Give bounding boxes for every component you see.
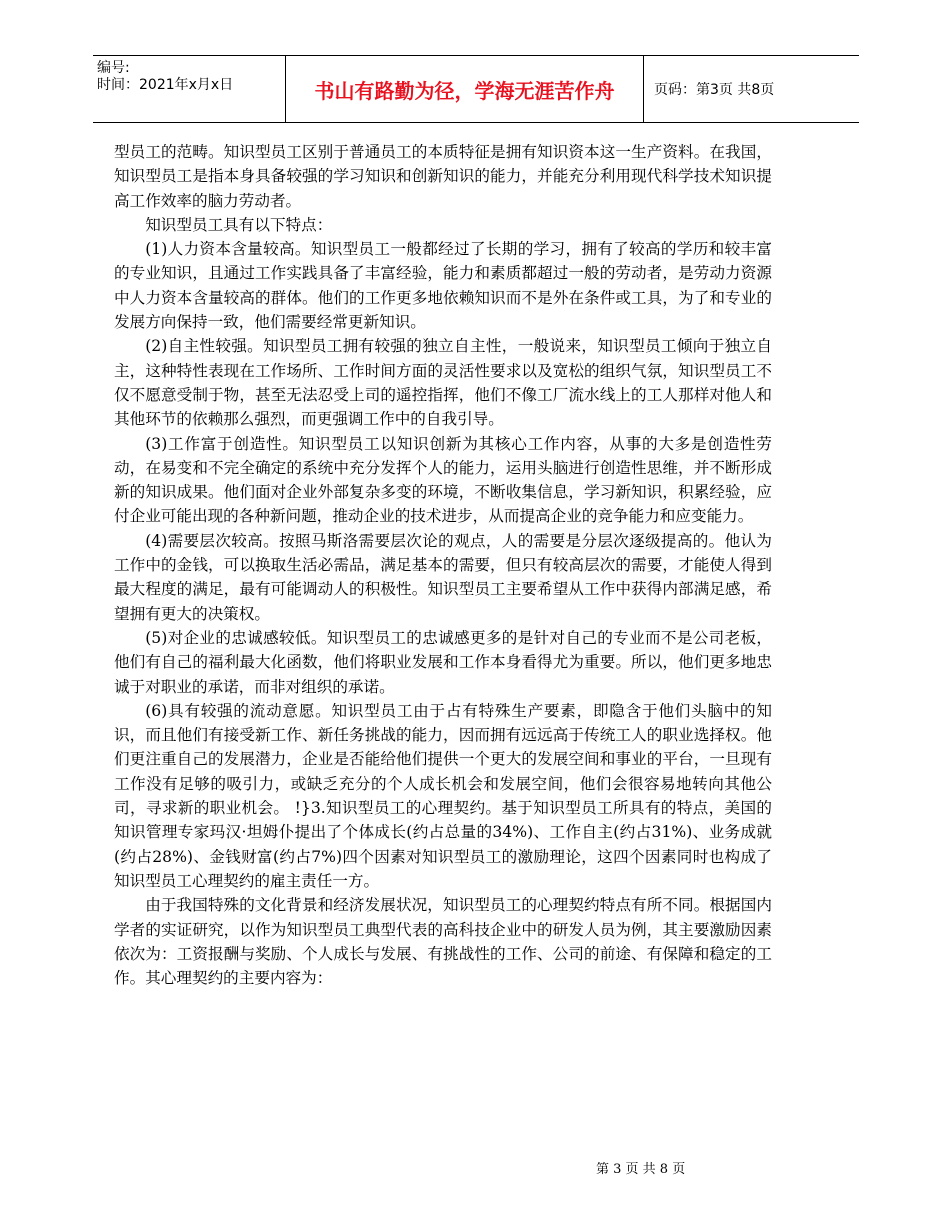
header-meta (93, 56, 286, 122)
body-paragraph: (6)具有较强的流动意愿。知识型员工由于占有特殊生产要素，即隐含于他们头脑中的知识，而且他们有接受新工作、新任务挑战的能力，因而拥有远远高于传统工人的职业选择权。他们更注重自己的发展潜力，企业是否能给他们提供一个更大的发展空间和事业的平台，一旦现有工作没有足够的吸引力，或缺乏充分的个人成长机会和发展空间，他们会很容易地转向其他公司，寻求新的职业机会。 !}3.知识型员工的心理契约。基于知识型员工所具有的特点，美国的知识管理专家玛汉·坦姆仆提出了个体成长(约占总量的34%)、工作自主(约占31%)、业务成就(约占28%)、金钱财富(约占7%)四个因素对知识型员工的激励理论，这四个因素同时也构成了知识型员工心理契约的雇主责任一方。 (114, 701, 772, 890)
body-paragraph: 型员工的范畴。知识型员工区别于普通员工的本质特征是拥有知识资本这一生产资料。在我国，知识型员工是指本身具备较强的学习知识和创新知识的能力，并能充分利用现代科学技术知识提高工作效率的脑力劳动者。 (114, 143, 772, 210)
page-footer: 第 3 页 共 8 页 (596, 1162, 686, 1177)
document-body (114, 140, 772, 990)
header-motto: 书山有路勤为径，学海无涯苦作舟 (286, 56, 644, 122)
header-page-info: 页码：第3页 共8页 (654, 82, 775, 98)
body-paragraph: (4)需要层次较高。按照马斯洛需要层次论的观点，人的需要是分层次逐级提高的。他认为工作中的金钱，可以换取生活必需品，满足基本的需要，但只有较高层次的需要，才能使人得到最大程度的满足，最有可能调动人的积极性。知识型员工主要希望从工作中获得内部满足感，希望拥有更大的决策权。 (114, 531, 772, 623)
body-paragraph: (1)人力资本含量较高。知识型员工一般都经过了长期的学习，拥有了较高的学历和较丰富的专业知识，且通过工作实践具备了丰富经验，能力和素质都超过一般的劳动者，是劳动力资源中人力资本含量较高的群体。他们的工作更多地依赖知识而不是外在条件或工具，为了和专业的发展方向保持一致，他们需要经常更新知识。 (114, 240, 772, 332)
body-paragraph: 知识型员工具有以下特点： (145, 215, 333, 234)
body-paragraph: (2)自主性较强。知识型员工拥有较强的独立自主性，一般说来，知识型员工倾向于独立自主，这种特性表现在工作场所、工作时间方面的灵活性要求以及宽松的组织气氛，知识型员工不仅不愿意受制于物，甚至无法忍受上司的遥控指挥，他们不像工厂流水线上的工人那样对他人和其他环节的依赖那么强烈，而更强调工作中的自我引导。 (114, 337, 772, 429)
body-paragraph: (5)对企业的忠诚感较低。知识型员工的忠诚感更多的是针对自己的专业而不是公司老板，他们有自己的福利最大化函数，他们将职业发展和工作本身看得尤为重要。所以，他们更多地忠诚于对职业的承诺，而非对组织的承诺。 (114, 628, 772, 696)
body-paragraph: 由于我国特殊的文化背景和经济发展状况，知识型员工的心理契约特点有所不同。根据国内学者的实证研究，以作为知识型员工典型代表的高科技企业中的研发人员为例，其主要激励因素依次为：工资报酬与奖励、个人成长与发展、有挑战性的工作、公司的前途、有保障和稳定的工作。其心理契约的主要内容为： (114, 896, 772, 988)
body-paragraph: (3)工作富于创造性。知识型员工以知识创新为其核心工作内容，从事的大多是创造性劳动，在易变和不完全确定的系统中充分发挥个人的能力，运用头脑进行创造性思维，并不断形成新的知识成果。他们面对企业外部复杂多变的环境，不断收集信息，学习新知识，积累经验，应付企业可能出现的各种新问题，推动企业的技术进步，从而提高企业的竞争能力和应变能力。 (114, 434, 772, 526)
document-number-label: 编号: (97, 60, 130, 76)
page-header (93, 55, 859, 123)
document-time-label: 时间：2021年x月x日 (97, 77, 234, 93)
